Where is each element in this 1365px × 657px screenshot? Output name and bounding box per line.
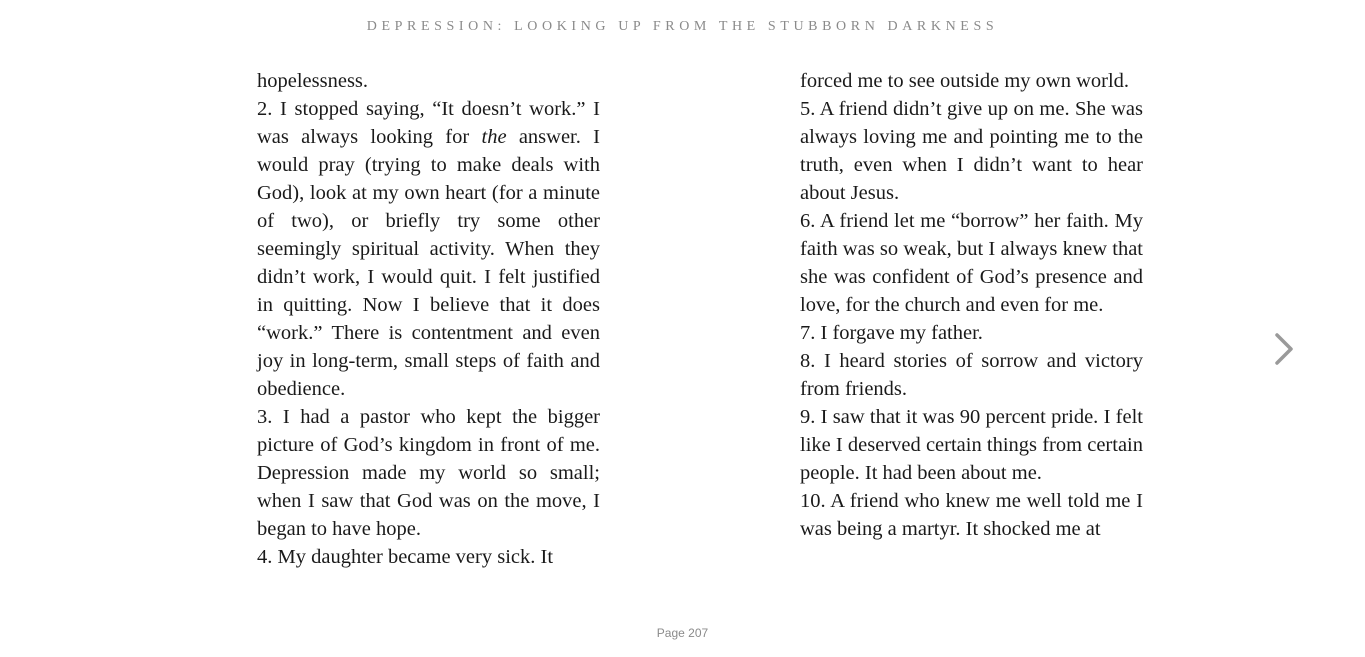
paragraph: 7. I forgave my father. [800, 322, 983, 344]
right-text-column [800, 67, 1143, 543]
emphasized-text: the [481, 126, 507, 148]
paragraph: 5. A friend didn’t give up on me. She was always loving me and pointing me to the truth, even when I didn’t want to hear about Jesus. [800, 98, 1143, 204]
paragraph [257, 95, 600, 403]
paragraph: 3. I had a pastor who kept the bigger picture of God’s kingdom in front of me. Depression made my world so small; when I saw that God was on the move, I began to have hope. [257, 406, 600, 540]
paragraph: 8. I heard stories of sorrow and victory from friends. [800, 350, 1143, 400]
paragraph: 6. A friend let me “borrow” her faith. My faith was so weak, but I always knew that she was confident of God’s presence and love, for the church and even for me. [800, 210, 1143, 316]
chevron-right-icon [1273, 332, 1295, 366]
paragraph: hopelessness. [257, 70, 369, 92]
running-title: DEPRESSION: LOOKING UP FROM THE STUBBORN DARKNESS [366, 19, 999, 34]
paragraph-text: answer. I would pray (trying to make deals with God), look at my own heart (for a minute of two), or briefly try some other seemingly spiritual activity. When they didn’t work, I would quit. I felt justified in quitting. Now I believe that it does “work.” There is contentment and even joy in long-term, small steps of faith and obedience. [257, 126, 600, 400]
paragraph: 9. I saw that it was 90 percent pride. I felt like I deserved certain things from certain people. It had been about me. [800, 406, 1143, 484]
page-number: Page 207 [656, 626, 709, 640]
left-text-column [257, 67, 600, 571]
paragraph-text: 2. I stopped saying, “It doesn’t work.” I was always looking for [257, 98, 600, 148]
paragraph: 10. A friend who knew me well told me I was being a martyr. It shocked me at [800, 490, 1143, 540]
next-page-button[interactable] [1266, 328, 1302, 370]
paragraph: forced me to see outside my own world. [800, 70, 1130, 92]
paragraph: 4. My daughter became very sick. It [257, 546, 554, 568]
